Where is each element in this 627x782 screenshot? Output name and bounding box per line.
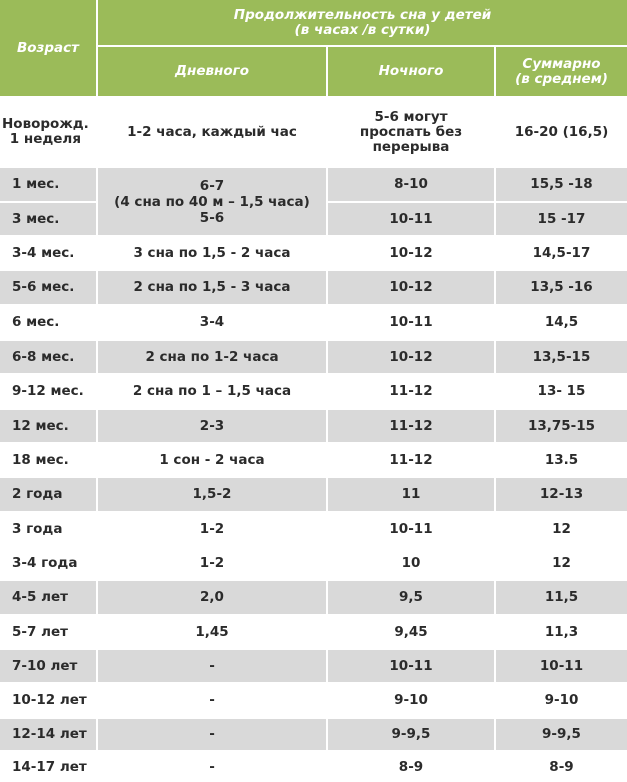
row-night: 8-10	[328, 168, 494, 201]
row-age: 18 мес.	[0, 444, 96, 476]
row-night: 9,45	[328, 616, 494, 648]
row-night: 10-11	[328, 306, 494, 339]
row-day: 2,0	[98, 581, 326, 614]
header-group-title: Продолжительность сна у детей (в часах /в сутки)	[98, 0, 627, 45]
row-age: 10-12 лет	[0, 684, 96, 717]
row-night: 9,5	[328, 581, 494, 614]
row-day-merged: 6-7 (4 сна по 40 м – 1,5 часа) 5-6	[98, 168, 326, 235]
row-night: 11-12	[328, 444, 494, 476]
row-day: 2 сна по 1 – 1,5 часа	[98, 375, 326, 408]
row-night: 10-12	[328, 341, 494, 373]
row-day: 2 сна по 1-2 часа	[98, 341, 326, 373]
row-age: 3 мес.	[0, 203, 96, 235]
row-night: 5-6 могут проспать без перерыва	[328, 98, 494, 166]
row-age: Новорожд. 1 неделя	[0, 98, 96, 166]
row-day: 1-2	[98, 513, 326, 545]
row-day: -	[98, 650, 326, 682]
row-night: 11-12	[328, 410, 494, 442]
row-age: 2 года	[0, 478, 96, 511]
row-night: 8-9	[328, 752, 494, 782]
row-age: 3-4 мес.	[0, 237, 96, 269]
header-total: Суммарно (в среднем)	[496, 47, 627, 96]
row-night: 11	[328, 478, 494, 511]
row-total: 10-11	[496, 650, 627, 682]
row-age: 3-4 года	[0, 547, 96, 579]
row-day: 1-2 часа, каждый час	[98, 98, 326, 166]
row-total: 15,5 -18	[496, 168, 627, 201]
row-day: 3-4	[98, 306, 326, 339]
row-night: 11-12	[328, 375, 494, 408]
header-night: Ночного	[328, 47, 494, 96]
row-day: -	[98, 684, 326, 717]
row-total: 13,75-15	[496, 410, 627, 442]
row-night: 9-10	[328, 684, 494, 717]
row-total: 9-9,5	[496, 719, 627, 750]
row-age: 1 мес.	[0, 168, 96, 201]
row-age: 4-5 лет	[0, 581, 96, 614]
row-total: 15 -17	[496, 203, 627, 235]
row-total: 12	[496, 513, 627, 545]
row-night: 10	[328, 547, 494, 579]
row-night: 10-11	[328, 513, 494, 545]
row-total: 11,5	[496, 581, 627, 614]
header-day: Дневного	[98, 47, 326, 96]
row-total: 16-20 (16,5)	[496, 98, 627, 166]
header-age: Возраст	[0, 0, 96, 96]
row-day: 3 сна по 1,5 - 2 часа	[98, 237, 326, 269]
row-day: -	[98, 719, 326, 750]
row-age: 5-7 лет	[0, 616, 96, 648]
row-age: 3 года	[0, 513, 96, 545]
row-age: 5-6 мес.	[0, 271, 96, 304]
row-day: -	[98, 752, 326, 782]
row-age: 14-17 лет	[0, 752, 96, 782]
row-age: 12 мес.	[0, 410, 96, 442]
row-day: 1-2	[98, 547, 326, 579]
row-day: 1,5-2	[98, 478, 326, 511]
row-day: 1 сон - 2 часа	[98, 444, 326, 476]
row-total: 13.5	[496, 444, 627, 476]
row-total: 12-13	[496, 478, 627, 511]
row-total: 14,5	[496, 306, 627, 339]
row-age: 6-8 мес.	[0, 341, 96, 373]
row-day: 2-3	[98, 410, 326, 442]
row-total: 11,3	[496, 616, 627, 648]
row-night: 10-12	[328, 237, 494, 269]
row-total: 13- 15	[496, 375, 627, 408]
row-age: 6 мес.	[0, 306, 96, 339]
row-total: 8-9	[496, 752, 627, 782]
row-age: 7-10 лет	[0, 650, 96, 682]
row-age: 9-12 мес.	[0, 375, 96, 408]
row-day: 2 сна по 1,5 - 3 часа	[98, 271, 326, 304]
row-age: 12-14 лет	[0, 719, 96, 750]
row-night: 10-12	[328, 271, 494, 304]
row-night: 10-11	[328, 203, 494, 235]
row-total: 13,5-15	[496, 341, 627, 373]
row-day: 1,45	[98, 616, 326, 648]
row-night: 10-11	[328, 650, 494, 682]
row-night: 9-9,5	[328, 719, 494, 750]
row-total: 14,5-17	[496, 237, 627, 269]
row-total: 13,5 -16	[496, 271, 627, 304]
row-total: 12	[496, 547, 627, 579]
row-total: 9-10	[496, 684, 627, 717]
